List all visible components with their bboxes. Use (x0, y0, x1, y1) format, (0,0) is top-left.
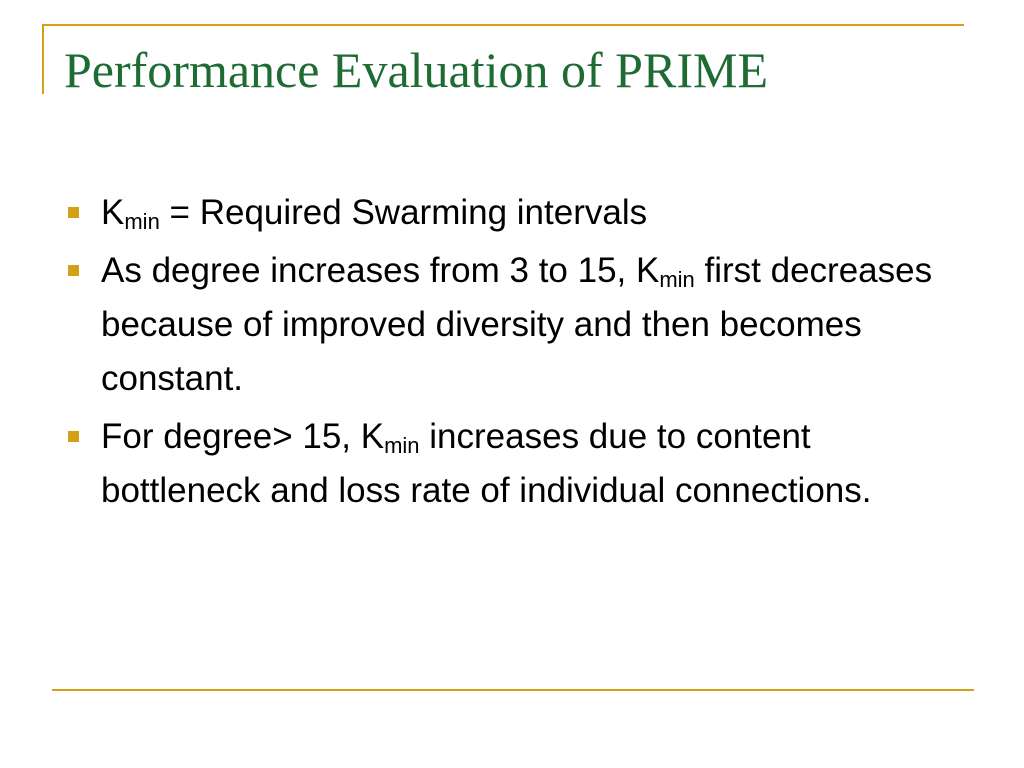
bullet-text-post: first decreases because of improved diversity and then becomes constant. (101, 251, 933, 398)
bullet-text-pre: For degree> 15, K (101, 417, 385, 456)
frame-left-line (42, 24, 44, 94)
bullet-text (101, 251, 932, 398)
bullet-text (101, 417, 871, 510)
frame-bottom-line (52, 689, 974, 691)
bullet-text-pre: K (101, 193, 125, 232)
square-bullet-icon (68, 431, 79, 442)
bullet-item-degree-increase (64, 244, 974, 406)
bullet-text-post: increases due to content bottleneck and loss rate of individual connections. (101, 417, 872, 510)
bullet-text-post: = Required Swarming intervals (159, 193, 648, 232)
square-bullet-icon (68, 207, 79, 218)
square-bullet-icon (68, 265, 79, 276)
bullet-text (101, 193, 647, 232)
bullet-text-pre: As degree increases from 3 to 15, K (101, 251, 660, 290)
bullet-item-kmin-definition (64, 186, 974, 240)
bullet-subscript: min (384, 433, 420, 458)
bullet-subscript: min (124, 209, 160, 234)
frame-top-line (42, 24, 964, 26)
bullet-subscript: min (659, 267, 695, 292)
bullet-item-degree-above-15 (64, 410, 974, 518)
slide-title: Performance Evaluation of PRIME (64, 42, 768, 98)
bullet-list (64, 186, 974, 522)
